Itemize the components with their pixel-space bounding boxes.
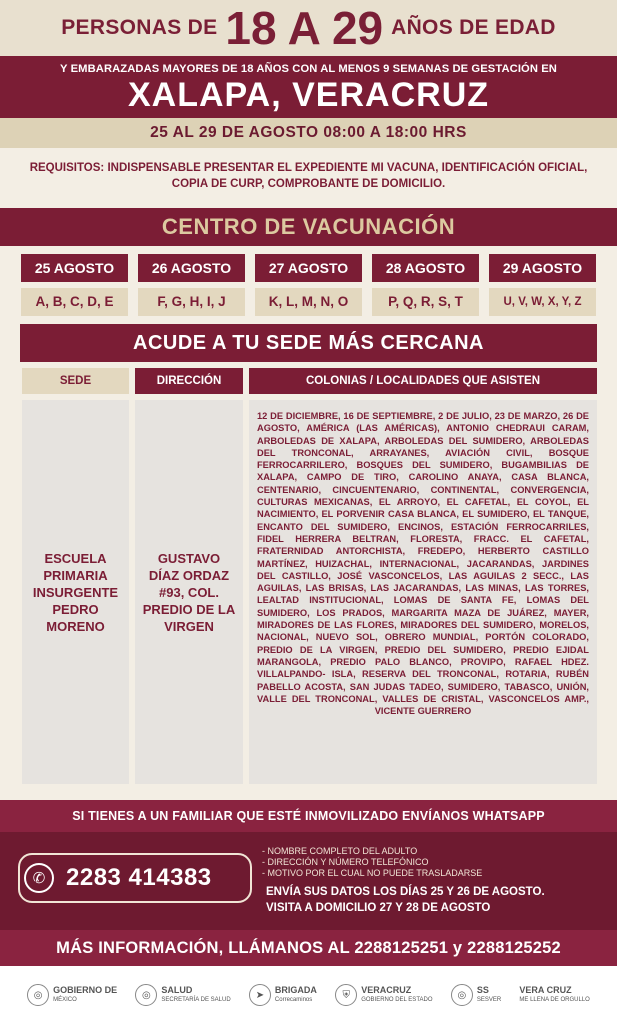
logo-brigada xyxy=(249,984,317,1006)
seal-icon: ◎ xyxy=(135,984,157,1006)
logo-subtitle: SESVER xyxy=(476,997,502,1003)
header-direccion: DIRECCIÓN xyxy=(135,368,243,394)
logo-veracruz xyxy=(335,984,432,1006)
contact-item: - DIRECCIÓN Y NÚMERO TELEFÓNICO xyxy=(262,857,429,867)
header-colonias: COLONIAS / LOCALIDADES QUE ASISTEN xyxy=(249,368,597,394)
logo-gobierno-mexico xyxy=(27,984,117,1006)
letters-label: K, L, M, N, O xyxy=(255,288,362,316)
day-label: 26 AGOSTO xyxy=(138,254,245,282)
shield-icon: ⛨ xyxy=(335,984,357,1006)
centro-title: CENTRO DE VACUNACIÓN xyxy=(0,208,617,246)
title-suffix: AÑOS DE EDAD xyxy=(391,16,556,39)
header-sede: SEDE xyxy=(22,368,129,394)
schedule-days xyxy=(0,246,617,282)
cell-sede: ESCUELA PRIMARIA INSURGENTE PEDRO MORENO xyxy=(22,400,129,784)
logo-veracruz-orgullo xyxy=(519,985,589,1005)
contact-note xyxy=(266,884,545,916)
logo-title: VERACRUZ xyxy=(361,985,412,995)
seal-icon: ◎ xyxy=(451,984,473,1006)
logo-title: VERA CRUZ xyxy=(519,985,572,995)
letters-label: F, G, H, I, J xyxy=(138,288,245,316)
contact-requirements xyxy=(262,846,482,879)
contact-note-line: ENVÍA SUS DATOS LOS DÍAS 25 Y 26 DE AGOSTO. xyxy=(266,886,545,898)
logo-title: SS xyxy=(476,985,489,995)
subheader-line: Y EMBARAZADAS MAYORES DE 18 AÑOS CON AL MENOS 9 SEMANAS DE GESTACIÓN EN xyxy=(60,63,557,75)
cell-colonias: 12 DE DICIEMBRE, 16 DE SEPTIEMBRE, 2 DE JULIO, 23 DE MARZO, 26 DE AGOSTO, AMÉRICA (LAS AMÉRICAS), ANTONIO CHEDRAUI CARAM, ARBOLEDAS DE XALAPA, ARBOLEDAS DEL SUMIDERO, ARBOLEDAS DEL TRONCONAL, ARRAYANES, AVIACIÓN CIVIL, BOSQUE FERROCARRILERO, BOSQUES DEL SUMIDERO, BUGAMBILIAS DE XALAPA, CAMPO DE TIRO, CAROLINO ANAYA, CASA BLANCA, CENTENARIO, CINCUENTENARIO, CONTINENTAL, CONVERGENCIA, CULTURAS MEXICANAS, EL ARROYO, EL CAFETAL, EL COYOL, EL NACIMIENTO, EL PORVENIR CASA BLANCA, EL SUMIDERO, EL TANQUE, ENCANTO DEL SUMIDERO, ENCINOS, ESTACIÓN FERROCARRILES, FIDEL HERRERA BELTRAN, FLORESTA, FRACC. EL CAFETAL, FRATERNIDAD ANTORCHISTA, FREDEPO, HERBERTO CASTILLO MARTÍNEZ, HUIZACHAL, INTERNACIONAL, JACARANDAS, JARDINES DEL CASTILLO, JOSÉ VASCONCELOS, LAS AGUILAS 2 SECC., LAS AGUILAS, LAS BRISAS, LAS JACARANDAS, LAS MINAS, LAS TORRES, LEALTAD INSTITUCIONAL, LOMAS DE SANTA FE, LOMAS DEL SUMIDERO, LOS PRADOS, MARGARITA MAZA DE JUÁREZ, MAYER, MIRADORES DE LAS FLORES, MIRADORES DEL SUMIDERO, MORELOS, NACIONAL, NUEVO SOL, OBRERO MUNDIAL, PORTÓN COLORADO, PREDIO DE LA VIRGEN, PREDIO DEL SUMIDERO, PREDIO EJIDAL MARANGOLA, PREDIO PALO BLANCO, PROVIPO, RAFAEL HDEZ. VILLALPANDO- ISLA, RESERVA DEL TRONCONAL, ROTARIA, RUBÉN PABELLO ACOSTA, SAN JUDAS TADEO, SUMIDERO, TABASCO, UNIÓN, VALLE DEL TRONCONAL, VALLES DE CRISTAL, VASCONCELOS AMP., VICENTE GUERRERO xyxy=(249,400,597,784)
acude-banner: ACUDE A TU SEDE MÁS CERCANA xyxy=(20,324,597,362)
letters-label: A, B, C, D, E xyxy=(21,288,128,316)
bird-icon: ➤ xyxy=(249,984,271,1006)
title-big: 18 A 29 xyxy=(225,2,384,54)
seal-icon: ◎ xyxy=(27,984,49,1006)
day-label: 27 AGOSTO xyxy=(255,254,362,282)
day-label: 29 AGOSTO xyxy=(489,254,596,282)
schedule-letters xyxy=(0,282,617,316)
day-label: 28 AGOSTO xyxy=(372,254,479,282)
logo-salud xyxy=(135,984,230,1006)
letters-label: U, V, W, X, Y, Z xyxy=(489,288,596,316)
contact-item: - NOMBRE COMPLETO DEL ADULTO xyxy=(262,846,418,856)
main-title xyxy=(0,0,617,56)
more-info-banner: MÁS INFORMACIÓN, LLÁMANOS AL 2288125251 y 2288125252 xyxy=(0,930,617,966)
logo-title: BRIGADA xyxy=(274,985,317,995)
city-title: XALAPA, VERACRUZ xyxy=(127,76,490,114)
table-row xyxy=(22,400,597,784)
logo-sesver xyxy=(451,984,501,1006)
whatsapp-phone[interactable] xyxy=(18,853,252,903)
requirements-text: REQUISITOS: INDISPENSABLE PRESENTAR EL EXPEDIENTE MI VACUNA, IDENTIFICACIÓN OFICIAL, COPIA DE CURP, COMPROBANTE DE DOMICILIO. xyxy=(0,148,617,208)
logo-title: GOBIERNO DE xyxy=(53,985,118,995)
logo-subtitle: SECRETARÍA DE SALUD xyxy=(161,997,231,1003)
logo-subtitle: Correcaminos xyxy=(274,997,313,1003)
logo-subtitle: GOBIERNO DEL ESTADO xyxy=(361,997,433,1003)
contact-item: - MOTIVO POR EL CUAL NO PUEDE TRASLADARSE xyxy=(262,868,483,878)
logo-title: SALUD xyxy=(161,985,193,995)
contact-note-line: VISITA A DOMICILIO 27 Y 28 DE AGOSTO xyxy=(266,902,491,914)
title-prefix: PERSONAS DE xyxy=(61,16,218,39)
letters-label: P, Q, R, S, T xyxy=(372,288,479,316)
logo-subtitle: MÉXICO xyxy=(53,997,77,1003)
subheader-band xyxy=(0,56,617,118)
spacer xyxy=(0,784,617,800)
phone-number: 2283 414383 xyxy=(66,864,212,891)
logo-subtitle: ME LLENA DE ORGULLO xyxy=(519,997,590,1003)
dates-banner: 25 AL 29 DE AGOSTO 08:00 A 18:00 HRS xyxy=(0,118,617,148)
contact-section xyxy=(0,832,617,930)
whatsapp-banner: SI TIENES A UN FAMILIAR QUE ESTÉ INMOVILIZADO ENVÍANOS WHATSAPP xyxy=(0,800,617,832)
footer-logos xyxy=(0,966,617,1024)
whatsapp-icon: ✆ xyxy=(24,863,54,893)
table-header xyxy=(22,368,597,394)
cell-direccion: GUSTAVO DÍAZ ORDAZ #93, COL. PREDIO DE LA VIRGEN xyxy=(135,400,243,784)
day-label: 25 AGOSTO xyxy=(21,254,128,282)
